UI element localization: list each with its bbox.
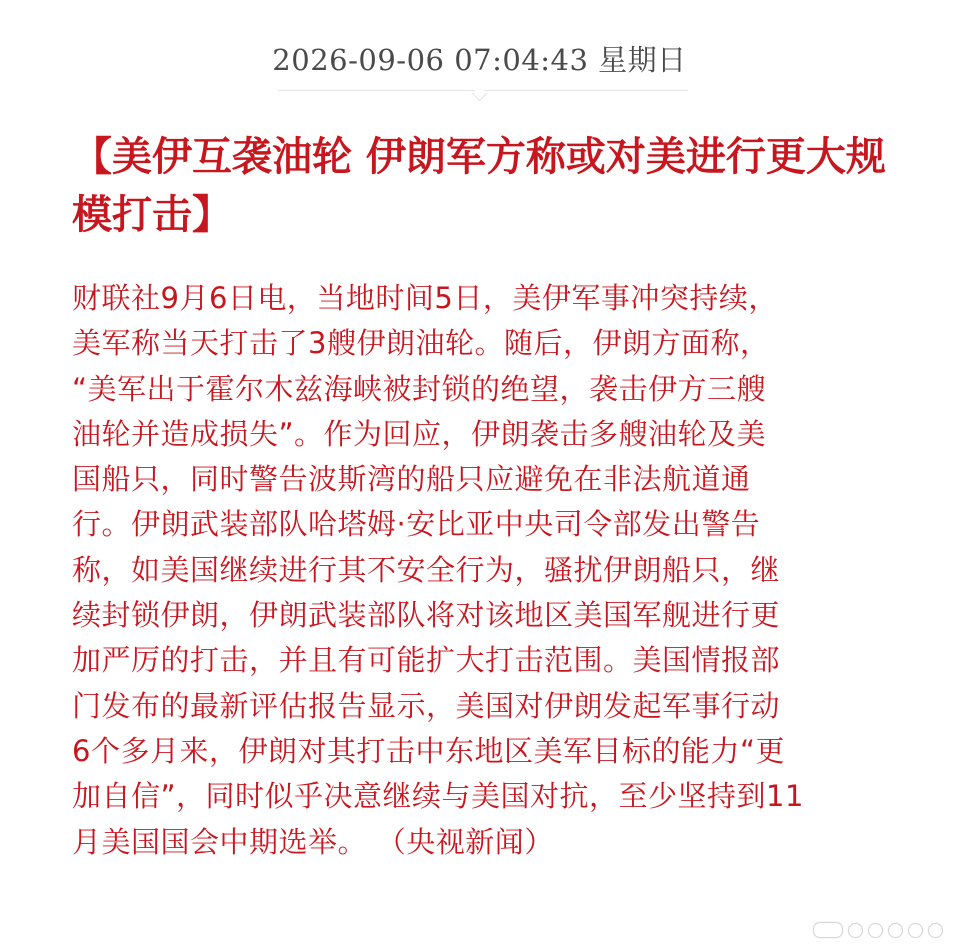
body-line: 门发布的最新评估报告显示，美国对伊朗发起军事行动 <box>72 688 781 723</box>
body-line: 加严厉的打击，并且有可能扩大打击范围。美国情报部 <box>72 643 781 678</box>
body-line: 续封锁伊朗，伊朗武装部队将对该地区美国军舰进行更 <box>72 598 781 633</box>
date-header: 2026-09-06 07:04:43 星期日 <box>272 43 687 77</box>
watermark-dot-icon <box>928 923 943 938</box>
body-line: 财联社9月6日电，当地时间5日，美伊军事冲突持续， <box>72 281 778 315</box>
header-divider-notch <box>472 86 488 102</box>
watermark-dot-icon <box>888 923 903 938</box>
body-line: 加自信”，同时似乎决意继续与美国对抗，至少坚持到11 <box>72 779 804 814</box>
article-body <box>72 276 872 865</box>
body-line: 称，如美国继续进行其不安全行为，骚扰伊朗船只，继 <box>72 552 781 587</box>
body-line: 行。伊朗武装部队哈塔姆·安比亚中央司令部发出警告 <box>72 507 761 542</box>
watermark-dots <box>813 922 943 938</box>
body-line: 油轮并造成损失”。作为回应，伊朗袭击多艘油轮及美 <box>72 416 767 451</box>
watermark-dot-icon <box>908 923 923 938</box>
article-title: 【美伊互袭油轮 伊朗军方称或对美进行更大规模打击】 <box>72 134 886 238</box>
body-line: “美军出于霍尔木兹海峡被封锁的绝望，袭击伊方三艘 <box>72 371 767 406</box>
watermark-dot-icon <box>848 923 863 938</box>
watermark-dot-icon <box>868 923 883 938</box>
body-line: 美军称当天打击了3艘伊朗油轮。随后，伊朗方面称， <box>72 326 770 361</box>
body-line: 国船只，同时警告波斯湾的船只应避免在非法航道通 <box>72 462 751 497</box>
watermark-pill-icon <box>813 922 843 938</box>
body-line: 月美国国会中期选举。 （央视新闻） <box>72 824 554 859</box>
body-line: 6个多月来，伊朗对其打击中东地区美军目标的能力“更 <box>72 733 785 768</box>
